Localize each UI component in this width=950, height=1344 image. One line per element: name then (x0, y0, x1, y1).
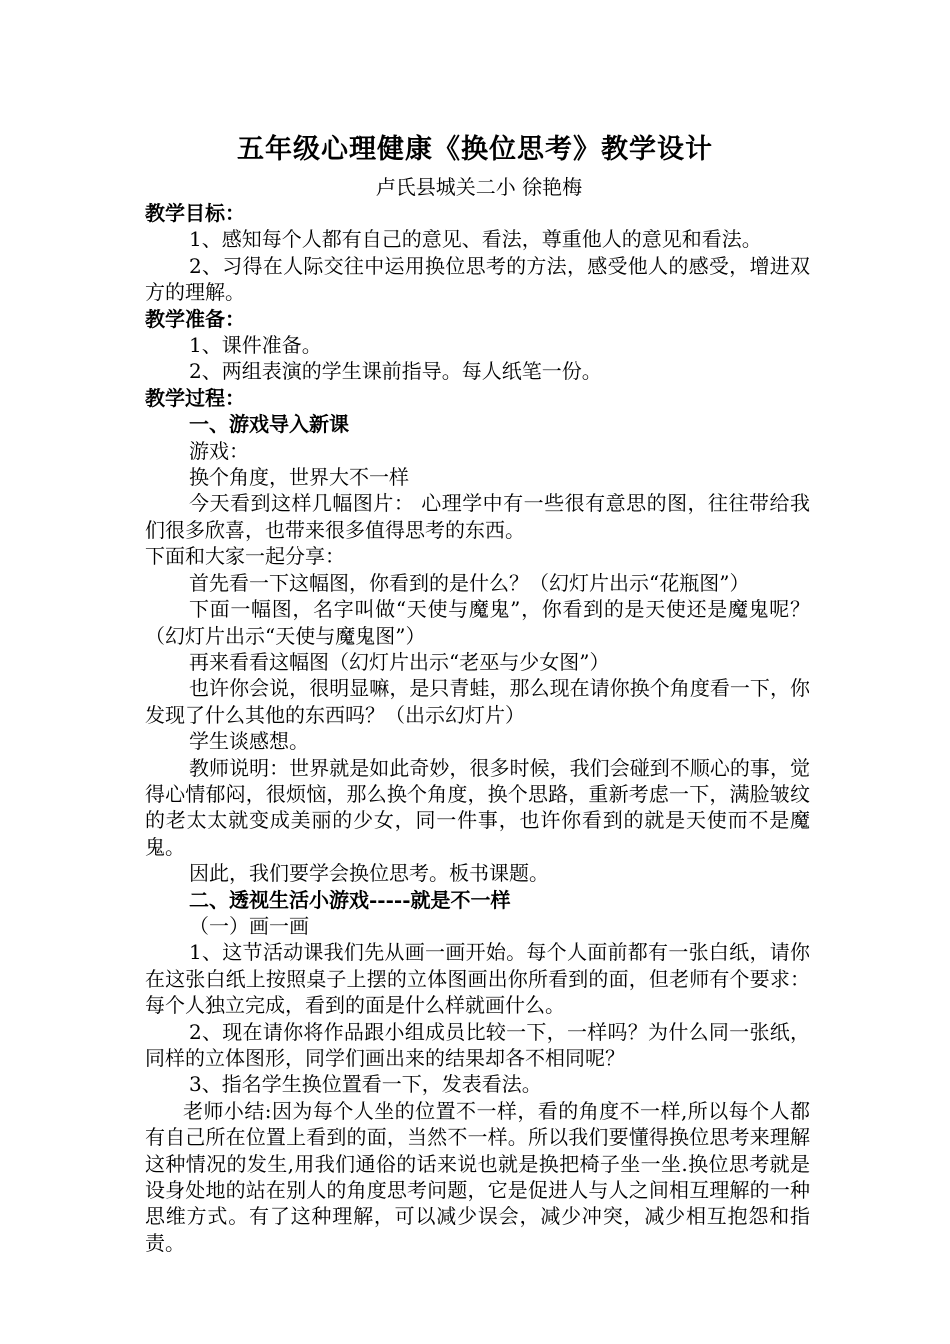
paragraph: 2、现在请你将作品跟小组成员比较一下，一样吗？为什么同一张纸，同样的立体图形，同学们画出来的结果却各不相同呢？ (145, 1019, 810, 1070)
paragraph: 下面一幅图，名字叫做“天使与魔鬼”，你看到的是天使还是魔鬼呢？（幻灯片出示“天使与魔鬼图”） (145, 597, 810, 648)
section-heading: 一、游戏导入新课 (189, 412, 349, 437)
paragraph: 3、指名学生换位置看一下，发表看法。 (189, 1072, 542, 1097)
prep-heading: 教学准备： (145, 306, 245, 331)
prep-item: 1、课件准备。 (189, 333, 322, 358)
paragraph: 首先看一下这幅图，你看到的是什么？（幻灯片出示“花瓶图”） (189, 570, 750, 595)
document-title: 五年级心理健康《换位思考》教学设计 (237, 134, 713, 165)
section-heading: 二、透视生活小游戏-----就是不一样 (189, 887, 511, 912)
prep-item: 2、两组表演的学生课前指导。每人纸笔一份。 (189, 359, 602, 384)
paragraph: 老师小结:因为每个人坐的位置不一样，看的角度不一样,所以每个人都有自己所在位置上看到的面，当然不一样。所以我们要懂得换位思考来理解这种情况的发生,用我们通俗的话来说也就是换把椅子坐一坐.换位思考就是设身处地的站在别人的角度思考问题，它是促进人与人之间相互理解的一种思维方式。有了这种理解，可以减少误会，减少冲突，减少相互抱怨和指责。 (145, 1098, 810, 1255)
paragraph: 今天看到这样几幅图片： 心理学中有一些很有意思的图，往往带给我们很多欣喜，也带来很多值得思考的东西。 (145, 491, 810, 542)
process-heading: 教学过程： (145, 385, 245, 410)
paragraph: 教师说明：世界就是如此奇妙，很多时候，我们会碰到不顺心的事，觉得心情郁闷，很烦恼，那么换个角度，换个思路，重新考虑一下，满脸皱纹的老太太就变成美丽的少女，同一件事，也许你看到的就是天使而不是魔鬼。 (145, 755, 810, 859)
paragraph: 因此，我们要学会换位思考。板书课题。 (189, 861, 549, 886)
paragraph: 1、这节活动课我们先从画一画开始。每个人面前都有一张白纸，请你在这张白纸上按照桌子上摆的立体图画出你所看到的面，但老师有个要求：每个人独立完成，看到的面是什么样就画什么。 (145, 940, 810, 1018)
paragraph: 也许你会说，很明显嘛，是只青蛙，那么现在请你换个角度看一下，你发现了什么其他的东西吗？（出示幻灯片） (145, 676, 810, 727)
goal-item: 1、感知每个人都有自己的意见、看法，尊重他人的意见和看法。 (189, 227, 762, 252)
paragraph: 再来看看这幅图（幻灯片出示“老巫与少女图”） (189, 649, 610, 674)
paragraph: （一）画一画 (189, 913, 309, 938)
document-body (145, 200, 810, 1256)
paragraph: 换个角度，世界大不一样 (189, 465, 409, 490)
goal-item: 2、习得在人际交往中运用换位思考的方法，感受他人的感受，增进双方的理解。 (145, 253, 810, 305)
goals-heading: 教学目标： (145, 201, 245, 225)
paragraph: 游戏： (189, 438, 249, 463)
paragraph: 下面和大家一起分享： (145, 544, 345, 569)
document-author: 卢氏县城关二小 徐艳梅 (375, 175, 583, 199)
paragraph: 学生谈感想。 (189, 729, 309, 754)
